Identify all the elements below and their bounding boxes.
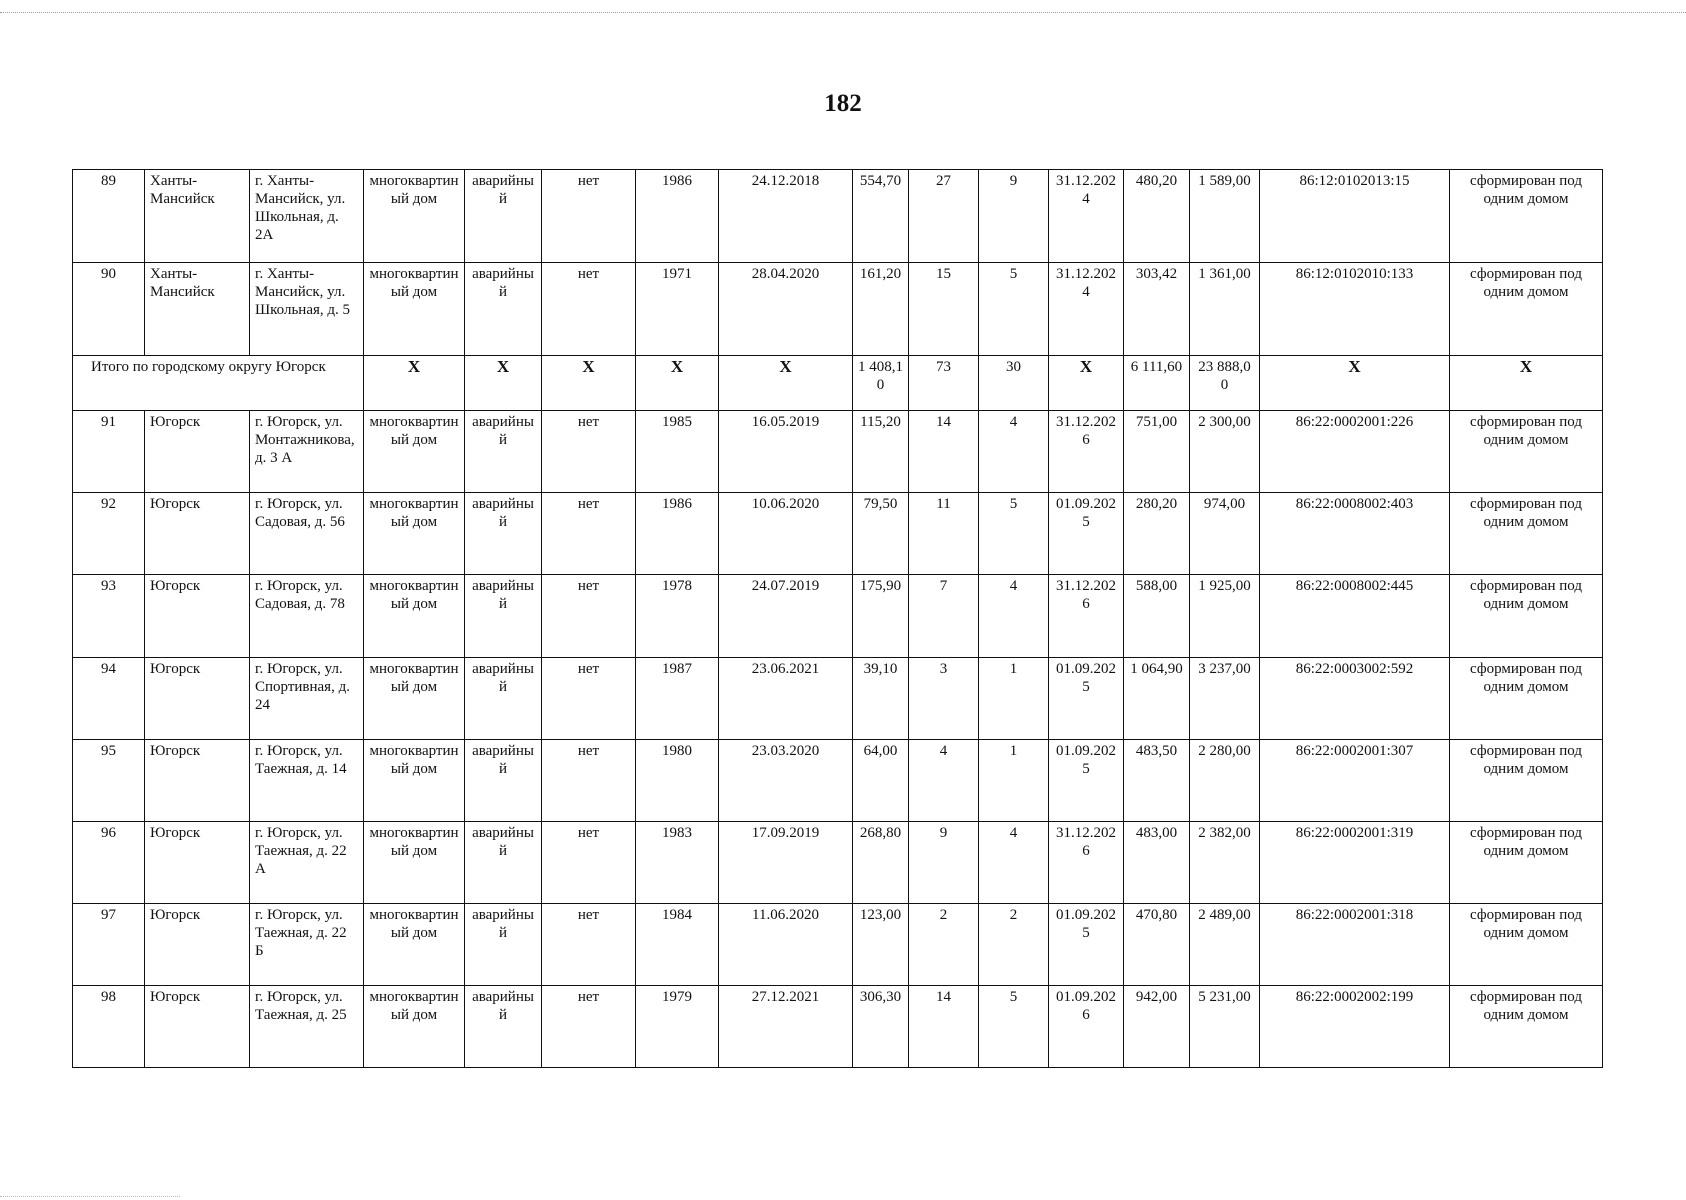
page-number: 182	[824, 90, 862, 117]
cell-land-area: 483,50	[1124, 740, 1190, 822]
cell-area: 175,90	[853, 575, 909, 658]
scan-edge-bottom	[0, 1196, 180, 1197]
total-year: X	[636, 356, 719, 411]
cell-year-built: 1978	[636, 575, 719, 658]
cell-land-status: сформирован под одним домом	[1450, 493, 1603, 575]
cell-apartments: 1	[979, 658, 1049, 740]
cell-address: г. Ханты-Мансийск, ул. Школьная, д. 5	[250, 263, 364, 356]
cell-address: г. Югорск, ул. Спортивная, д. 24	[250, 658, 364, 740]
cell-area: 64,00	[853, 740, 909, 822]
cell-number: 97	[73, 904, 145, 986]
cell-address: г. Югорск, ул. Садовая, д. 78	[250, 575, 364, 658]
cell-cadastral-number: 86:22:0002001:307	[1260, 740, 1450, 822]
table-row	[73, 740, 1603, 822]
table-row	[73, 575, 1603, 658]
cell-number: 93	[73, 575, 145, 658]
cell-land-status: сформирован под одним домом	[1450, 740, 1603, 822]
table-row	[73, 658, 1603, 740]
cell-land-status: сформирован под одним домом	[1450, 170, 1603, 263]
cell-recognition-date: 23.06.2021	[719, 658, 853, 740]
cell-municipality: Югорск	[145, 658, 250, 740]
cell-cadastral-number: 86:22:0002001:318	[1260, 904, 1450, 986]
total-status: X	[465, 356, 542, 411]
cell-address: г. Югорск, ул. Таежная, д. 22 А	[250, 822, 364, 904]
table-row	[73, 411, 1603, 493]
cell-area: 39,10	[853, 658, 909, 740]
cell-resettlement-deadline: 31.12.2026	[1049, 575, 1124, 658]
cell-cost: 3 237,00	[1190, 658, 1260, 740]
cell-cadastral-number: 86:22:0008002:445	[1260, 575, 1450, 658]
cell-recognition-date: 27.12.2021	[719, 986, 853, 1068]
cell-year-built: 1971	[636, 263, 719, 356]
cell-recognition-date: 10.06.2020	[719, 493, 853, 575]
cell-resettlement-deadline: 31.12.2024	[1049, 263, 1124, 356]
cell-cadastral-number: 86:12:0102010:133	[1260, 263, 1450, 356]
total-note: X	[1450, 356, 1603, 411]
total-area: 1 408,10	[853, 356, 909, 411]
cell-cadastral-number: 86:12:0102013:15	[1260, 170, 1450, 263]
cell-land-area: 280,20	[1124, 493, 1190, 575]
table-row	[73, 904, 1603, 986]
cell-flag: нет	[542, 411, 636, 493]
cell-condition: аварийный	[465, 263, 542, 356]
table-row	[73, 493, 1603, 575]
cell-flag: нет	[542, 986, 636, 1068]
cell-flag: нет	[542, 904, 636, 986]
cell-flag: нет	[542, 493, 636, 575]
cell-flag: нет	[542, 658, 636, 740]
cell-address: г. Югорск, ул. Таежная, д. 22 Б	[250, 904, 364, 986]
cell-residents: 9	[909, 822, 979, 904]
cell-land-area: 1 064,90	[1124, 658, 1190, 740]
cell-resettlement-deadline: 31.12.2026	[1049, 822, 1124, 904]
cell-recognition-date: 23.03.2020	[719, 740, 853, 822]
cell-land-status: сформирован под одним домом	[1450, 986, 1603, 1068]
cell-cost: 5 231,00	[1190, 986, 1260, 1068]
cell-cost: 2 382,00	[1190, 822, 1260, 904]
total-residents: 73	[909, 356, 979, 411]
cell-apartments: 4	[979, 575, 1049, 658]
total-apartments: 30	[979, 356, 1049, 411]
cell-area: 554,70	[853, 170, 909, 263]
total-row-yugorsk	[73, 356, 1603, 411]
total-label: Итого по городскому округу Югорск	[73, 356, 364, 411]
cell-building-type: многоквартиный дом	[364, 986, 465, 1068]
cell-land-status: сформирован под одним домом	[1450, 575, 1603, 658]
cell-address: г. Ханты-Мансийск, ул. Школьная, д. 2А	[250, 170, 364, 263]
total-area2: 6 111,60	[1124, 356, 1190, 411]
cell-apartments: 5	[979, 263, 1049, 356]
cell-resettlement-deadline: 31.12.2024	[1049, 170, 1124, 263]
cell-year-built: 1980	[636, 740, 719, 822]
cell-building-type: многоквартиный дом	[364, 904, 465, 986]
cell-cost: 1 589,00	[1190, 170, 1260, 263]
total-date: X	[719, 356, 853, 411]
cell-condition: аварийный	[465, 986, 542, 1068]
cell-residents: 27	[909, 170, 979, 263]
cell-land-area: 303,42	[1124, 263, 1190, 356]
cell-address: г. Югорск, ул. Монтажникова, д. 3 А	[250, 411, 364, 493]
cell-land-status: сформирован под одним домом	[1450, 411, 1603, 493]
cell-condition: аварийный	[465, 740, 542, 822]
cell-cadastral-number: 86:22:0003002:592	[1260, 658, 1450, 740]
cell-flag: нет	[542, 263, 636, 356]
cell-building-type: многоквартиный дом	[364, 822, 465, 904]
cell-condition: аварийный	[465, 904, 542, 986]
cell-cost: 2 280,00	[1190, 740, 1260, 822]
cell-apartments: 1	[979, 740, 1049, 822]
cell-area: 268,80	[853, 822, 909, 904]
cell-municipality: Ханты-Мансийск	[145, 170, 250, 263]
cell-area: 161,20	[853, 263, 909, 356]
cell-land-area: 751,00	[1124, 411, 1190, 493]
cell-recognition-date: 24.07.2019	[719, 575, 853, 658]
cell-residents: 15	[909, 263, 979, 356]
cell-cadastral-number: 86:22:0008002:403	[1260, 493, 1450, 575]
cell-year-built: 1986	[636, 493, 719, 575]
cell-number: 96	[73, 822, 145, 904]
cell-recognition-date: 17.09.2019	[719, 822, 853, 904]
cell-building-type: многоквартиный дом	[364, 658, 465, 740]
cell-apartments: 4	[979, 822, 1049, 904]
cell-condition: аварийный	[465, 170, 542, 263]
cell-apartments: 9	[979, 170, 1049, 263]
cell-building-type: многоквартиный дом	[364, 170, 465, 263]
cell-condition: аварийный	[465, 493, 542, 575]
cell-recognition-date: 24.12.2018	[719, 170, 853, 263]
cell-residents: 2	[909, 904, 979, 986]
cell-cadastral-number: 86:22:0002002:199	[1260, 986, 1450, 1068]
cell-municipality: Югорск	[145, 904, 250, 986]
cell-number: 91	[73, 411, 145, 493]
cell-apartments: 5	[979, 493, 1049, 575]
cell-flag: нет	[542, 575, 636, 658]
cell-year-built: 1986	[636, 170, 719, 263]
cell-year-built: 1984	[636, 904, 719, 986]
cell-cadastral-number: 86:22:0002001:319	[1260, 822, 1450, 904]
total-type: X	[364, 356, 465, 411]
table-row	[73, 170, 1603, 263]
cell-flag: нет	[542, 740, 636, 822]
cell-number: 94	[73, 658, 145, 740]
cell-land-status: сформирован под одним домом	[1450, 263, 1603, 356]
cell-municipality: Югорск	[145, 493, 250, 575]
total-cost: 23 888,00	[1190, 356, 1260, 411]
cell-municipality: Югорск	[145, 740, 250, 822]
cell-address: г. Югорск, ул. Таежная, д. 25	[250, 986, 364, 1068]
cell-flag: нет	[542, 170, 636, 263]
cell-residents: 3	[909, 658, 979, 740]
cell-residents: 4	[909, 740, 979, 822]
cell-resettlement-deadline: 01.09.2025	[1049, 740, 1124, 822]
cell-building-type: многоквартиный дом	[364, 263, 465, 356]
cell-condition: аварийный	[465, 575, 542, 658]
cell-address: г. Югорск, ул. Садовая, д. 56	[250, 493, 364, 575]
cell-address: г. Югорск, ул. Таежная, д. 14	[250, 740, 364, 822]
cell-condition: аварийный	[465, 658, 542, 740]
cell-resettlement-deadline: 01.09.2026	[1049, 986, 1124, 1068]
cell-resettlement-deadline: 31.12.2026	[1049, 411, 1124, 493]
cell-flag: нет	[542, 822, 636, 904]
cell-residents: 11	[909, 493, 979, 575]
cell-area: 306,30	[853, 986, 909, 1068]
cell-residents: 14	[909, 986, 979, 1068]
cell-building-type: многоквартиный дом	[364, 493, 465, 575]
table-row	[73, 986, 1603, 1068]
cell-building-type: многоквартиный дом	[364, 411, 465, 493]
cell-recognition-date: 28.04.2020	[719, 263, 853, 356]
scan-edge	[0, 12, 1686, 13]
cell-land-area: 470,80	[1124, 904, 1190, 986]
cell-cost: 2 300,00	[1190, 411, 1260, 493]
cell-municipality: Югорск	[145, 411, 250, 493]
cell-condition: аварийный	[465, 822, 542, 904]
cell-municipality: Югорск	[145, 575, 250, 658]
cell-land-area: 942,00	[1124, 986, 1190, 1068]
cell-apartments: 5	[979, 986, 1049, 1068]
cell-cost: 974,00	[1190, 493, 1260, 575]
total-deadline: X	[1049, 356, 1124, 411]
cell-building-type: многоквартиный дом	[364, 575, 465, 658]
cell-residents: 7	[909, 575, 979, 658]
total-flag: X	[542, 356, 636, 411]
housing-registry-table	[72, 169, 1603, 1068]
cell-number: 89	[73, 170, 145, 263]
cell-recognition-date: 16.05.2019	[719, 411, 853, 493]
cell-resettlement-deadline: 01.09.2025	[1049, 658, 1124, 740]
cell-land-area: 483,00	[1124, 822, 1190, 904]
table-row	[73, 822, 1603, 904]
cell-cost: 1 361,00	[1190, 263, 1260, 356]
table-row	[73, 263, 1603, 356]
cell-condition: аварийный	[465, 411, 542, 493]
cell-year-built: 1983	[636, 822, 719, 904]
cell-area: 79,50	[853, 493, 909, 575]
cell-municipality: Югорск	[145, 986, 250, 1068]
cell-number: 92	[73, 493, 145, 575]
cell-land-area: 588,00	[1124, 575, 1190, 658]
cell-residents: 14	[909, 411, 979, 493]
cell-municipality: Ханты-Мансийск	[145, 263, 250, 356]
cell-area: 123,00	[853, 904, 909, 986]
total-cadastral: X	[1260, 356, 1450, 411]
cell-cadastral-number: 86:22:0002001:226	[1260, 411, 1450, 493]
cell-year-built: 1987	[636, 658, 719, 740]
cell-number: 98	[73, 986, 145, 1068]
cell-cost: 2 489,00	[1190, 904, 1260, 986]
cell-number: 95	[73, 740, 145, 822]
cell-land-area: 480,20	[1124, 170, 1190, 263]
cell-recognition-date: 11.06.2020	[719, 904, 853, 986]
cell-area: 115,20	[853, 411, 909, 493]
cell-apartments: 4	[979, 411, 1049, 493]
cell-year-built: 1985	[636, 411, 719, 493]
cell-resettlement-deadline: 01.09.2025	[1049, 904, 1124, 986]
cell-number: 90	[73, 263, 145, 356]
cell-land-status: сформирован под одним домом	[1450, 904, 1603, 986]
cell-apartments: 2	[979, 904, 1049, 986]
cell-building-type: многоквартиный дом	[364, 740, 465, 822]
cell-resettlement-deadline: 01.09.2025	[1049, 493, 1124, 575]
cell-cost: 1 925,00	[1190, 575, 1260, 658]
cell-land-status: сформирован под одним домом	[1450, 822, 1603, 904]
cell-land-status: сформирован под одним домом	[1450, 658, 1603, 740]
cell-municipality: Югорск	[145, 822, 250, 904]
cell-year-built: 1979	[636, 986, 719, 1068]
